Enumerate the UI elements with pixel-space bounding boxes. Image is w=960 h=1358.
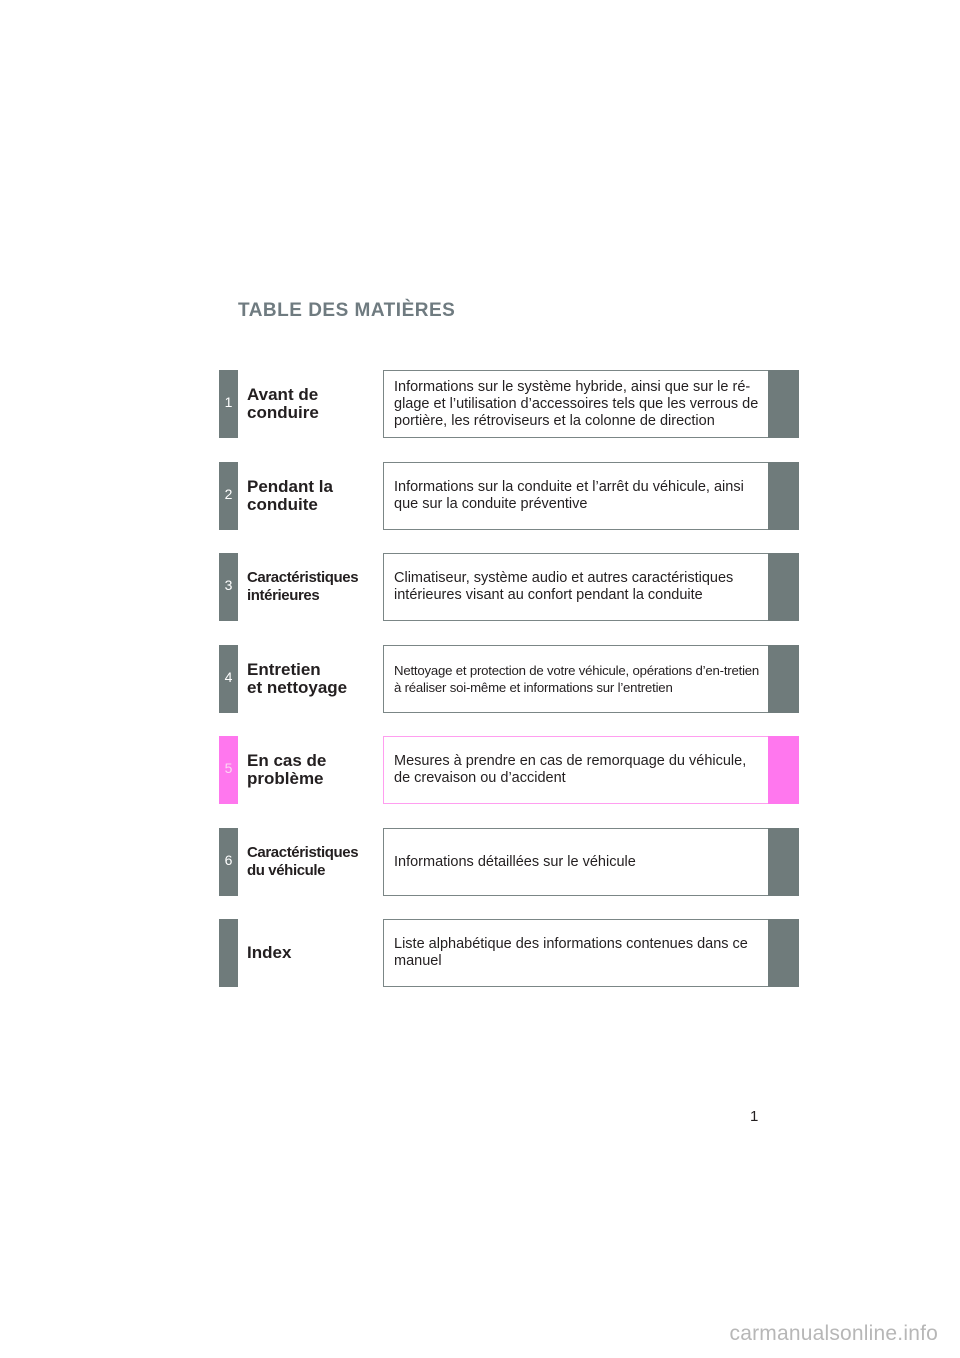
section-title[interactable]: Avant de conduire (247, 385, 319, 422)
toc-row-index[interactable] (219, 919, 799, 987)
toc-row-avant-de-conduire[interactable] (219, 370, 799, 438)
section-description: Climatiseur, système audio et autres caractéristiques intérieures visant au confort pendant la conduite (394, 570, 734, 603)
toc-row-entretien-et-nettoyage[interactable] (219, 645, 799, 713)
toc-row-caracteristiques-interieures[interactable] (219, 553, 799, 621)
section-tab (219, 462, 238, 530)
section-description: Informations sur le système hybride, ainsi que sur le ré-glage et l’utilisation d’accessoires tels que les verrous de portière, les rétroviseurs et la colonne de direction (394, 378, 759, 429)
section-description-box (383, 370, 769, 438)
section-title[interactable]: Pendant la conduite (247, 477, 333, 514)
section-title[interactable]: Index (247, 943, 292, 962)
section-description-box (383, 919, 769, 987)
section-title[interactable]: Caractéristiques intérieures (247, 569, 359, 604)
section-description-box (383, 462, 769, 530)
section-number: 3 (224, 577, 233, 593)
section-endcap (768, 462, 799, 530)
section-description: Liste alphabétique des informations contenues dans ce manuel (394, 936, 748, 969)
section-tab (219, 645, 238, 713)
section-number: 1 (224, 394, 233, 410)
section-description-box (383, 736, 769, 804)
section-description-box (383, 828, 769, 896)
section-description: Nettoyage et protection de votre véhicule, opérations d’en-tretien à réaliser soi-même et informations sur l’entretien (394, 663, 760, 695)
section-number: 6 (224, 852, 233, 868)
section-endcap (768, 736, 799, 804)
section-endcap (768, 919, 799, 987)
section-number: 2 (224, 486, 233, 502)
section-endcap (768, 553, 799, 621)
section-endcap (768, 370, 799, 438)
section-description-box (383, 553, 769, 621)
page-title: TABLE DES MATIÈRES (238, 300, 456, 321)
section-tab (219, 736, 238, 804)
section-description: Informations sur la conduite et l’arrêt du véhicule, ainsi que sur la conduite préventive (394, 479, 744, 512)
toc-row-caracteristiques-du-vehicule[interactable] (219, 828, 799, 896)
section-description-box (383, 645, 769, 713)
section-title[interactable]: En cas de problème (247, 751, 327, 788)
section-number: 5 (224, 760, 233, 776)
section-tab (219, 553, 238, 621)
section-endcap (768, 828, 799, 896)
toc-row-en-cas-de-probleme[interactable] (219, 736, 799, 804)
toc-row-pendant-la-conduite[interactable] (219, 462, 799, 530)
section-endcap (768, 645, 799, 713)
section-tab (219, 370, 238, 438)
section-description: Informations détaillées sur le véhicule (394, 853, 636, 870)
section-title[interactable]: Entretien et nettoyage (247, 660, 348, 697)
section-tab (219, 919, 238, 987)
section-number: 4 (224, 669, 233, 685)
watermark: carmanualsonline.info (729, 1322, 938, 1345)
section-tab (219, 828, 238, 896)
section-title[interactable]: Caractéristiques du véhicule (247, 844, 359, 879)
section-description: Mesures à prendre en cas de remorquage du véhicule, de crevaison ou d’accident (394, 753, 747, 786)
page-number: 1 (750, 1108, 759, 1125)
